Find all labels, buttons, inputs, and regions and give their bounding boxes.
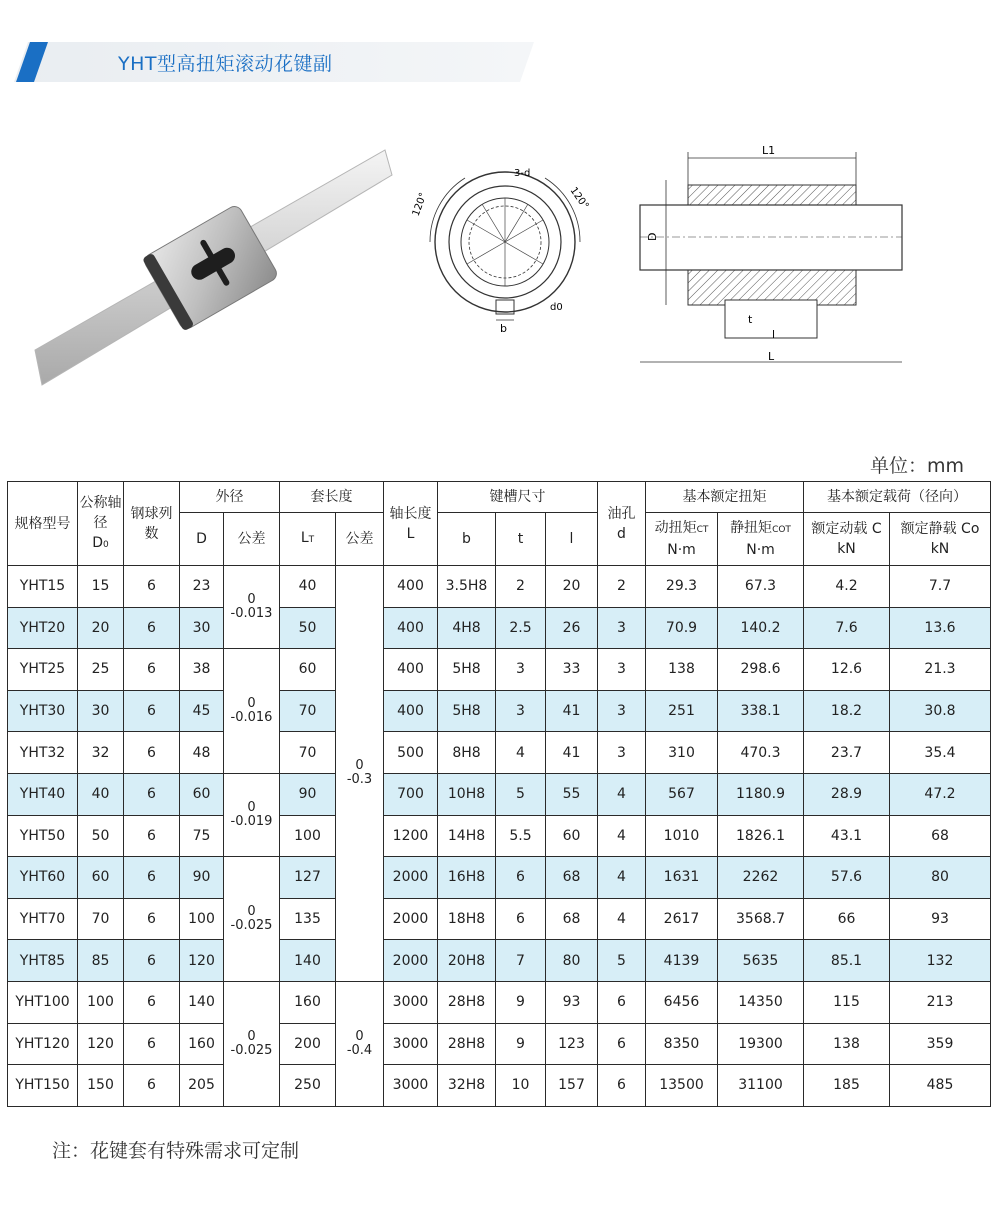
cell-l: 68 bbox=[546, 898, 598, 940]
cell-cot: 298.6 bbox=[718, 649, 804, 691]
tolerance-lower: -0.019 bbox=[230, 814, 273, 830]
cell-co: 7.7 bbox=[890, 566, 991, 608]
tolerance-upper: 0 bbox=[247, 800, 256, 816]
cell-lt: 70 bbox=[280, 690, 336, 732]
header-outer-d: D bbox=[180, 513, 224, 566]
cell-cot: 338.1 bbox=[718, 690, 804, 732]
cell-c: 28.9 bbox=[804, 773, 890, 815]
l-small-label: l bbox=[772, 328, 776, 341]
cell-t: 2.5 bbox=[496, 607, 546, 649]
cell-d: 3 bbox=[598, 607, 646, 649]
cell-d: 100 bbox=[180, 898, 224, 940]
cell-d: 6 bbox=[598, 1023, 646, 1065]
cell-l: 400 bbox=[384, 649, 438, 691]
cell-d0: 85 bbox=[78, 940, 124, 982]
cell-l: 400 bbox=[384, 690, 438, 732]
header-sleeve: 套长度 bbox=[280, 482, 384, 513]
cell-rows: 6 bbox=[124, 981, 180, 1023]
outer-tolerance-cell bbox=[224, 981, 280, 1106]
cell-co: 485 bbox=[890, 1065, 991, 1107]
cell-c: 185 bbox=[804, 1065, 890, 1107]
cell-cot: 3568.7 bbox=[718, 898, 804, 940]
cell-rows: 6 bbox=[124, 1065, 180, 1107]
cell-d0: 32 bbox=[78, 732, 124, 774]
table-row bbox=[8, 981, 991, 1023]
header-outer-tol: 公差 bbox=[224, 513, 280, 566]
cell-rows: 6 bbox=[124, 898, 180, 940]
cell-rows: 6 bbox=[124, 732, 180, 774]
sleeve-tolerance-cell bbox=[336, 981, 384, 1106]
cell-b: 8H8 bbox=[438, 732, 496, 774]
cell-cot: 5635 bbox=[718, 940, 804, 982]
cell-model: YHT40 bbox=[8, 773, 78, 815]
table-row bbox=[8, 898, 991, 940]
cell-d: 23 bbox=[180, 566, 224, 608]
table-row bbox=[8, 1023, 991, 1065]
header-torque: 基本额定扭矩 bbox=[646, 482, 804, 513]
header-load-dyn: 额定动载 C kN bbox=[804, 513, 890, 566]
tolerance-upper: 0 bbox=[247, 592, 256, 608]
cell-rows: 6 bbox=[124, 649, 180, 691]
header-oil: 油孔 d bbox=[598, 482, 646, 566]
cell-l: 2000 bbox=[384, 898, 438, 940]
cell-l: 68 bbox=[546, 857, 598, 899]
spec-table bbox=[7, 481, 991, 1107]
header-load: 基本额定载荷（径向） bbox=[804, 482, 991, 513]
header-rows: 钢球列数 bbox=[124, 482, 180, 566]
cell-d: 60 bbox=[180, 773, 224, 815]
header-shaft: 轴长度 L bbox=[384, 482, 438, 566]
cell-co: 35.4 bbox=[890, 732, 991, 774]
l1-label: L1 bbox=[762, 144, 776, 157]
cell-t: 2 bbox=[496, 566, 546, 608]
outer-tolerance-cell bbox=[224, 773, 280, 856]
table-row bbox=[8, 940, 991, 982]
cell-d: 140 bbox=[180, 981, 224, 1023]
cell-t: 3 bbox=[496, 690, 546, 732]
cell-d: 4 bbox=[598, 898, 646, 940]
table-row bbox=[8, 1065, 991, 1107]
cell-l: 3000 bbox=[384, 1023, 438, 1065]
cell-l: 33 bbox=[546, 649, 598, 691]
cell-t: 9 bbox=[496, 981, 546, 1023]
cell-c: 12.6 bbox=[804, 649, 890, 691]
cell-cot: 31100 bbox=[718, 1065, 804, 1107]
table-row bbox=[8, 732, 991, 774]
cell-b: 32H8 bbox=[438, 1065, 496, 1107]
cell-lt: 160 bbox=[280, 981, 336, 1023]
table-row bbox=[8, 815, 991, 857]
page-title: YHT型高扭矩滚动花键副 bbox=[118, 53, 333, 75]
cell-d0: 100 bbox=[78, 981, 124, 1023]
cell-d0: 20 bbox=[78, 607, 124, 649]
cell-d: 45 bbox=[180, 690, 224, 732]
d-label: D bbox=[646, 232, 659, 241]
tolerance-upper: 0 bbox=[355, 758, 364, 774]
cell-ct: 4139 bbox=[646, 940, 718, 982]
cell-b: 18H8 bbox=[438, 898, 496, 940]
cell-ct: 1631 bbox=[646, 857, 718, 899]
cell-c: 138 bbox=[804, 1023, 890, 1065]
cell-l: 60 bbox=[546, 815, 598, 857]
cell-cot: 67.3 bbox=[718, 566, 804, 608]
cell-d: 4 bbox=[598, 773, 646, 815]
cell-lt: 200 bbox=[280, 1023, 336, 1065]
cell-co: 68 bbox=[890, 815, 991, 857]
cell-rows: 6 bbox=[124, 857, 180, 899]
cell-c: 43.1 bbox=[804, 815, 890, 857]
header-key-t: t bbox=[496, 513, 546, 566]
cell-cot: 19300 bbox=[718, 1023, 804, 1065]
cell-d: 48 bbox=[180, 732, 224, 774]
cell-b: 28H8 bbox=[438, 981, 496, 1023]
cell-b: 3.5H8 bbox=[438, 566, 496, 608]
product-photo bbox=[30, 145, 395, 395]
cell-d: 120 bbox=[180, 940, 224, 982]
tolerance-lower: -0.016 bbox=[230, 710, 273, 726]
cell-d: 75 bbox=[180, 815, 224, 857]
header-torque-stat: 静扭矩COT N·m bbox=[718, 513, 804, 566]
cell-ct: 29.3 bbox=[646, 566, 718, 608]
cell-ct: 70.9 bbox=[646, 607, 718, 649]
key-depth-label: 3-d bbox=[514, 168, 531, 179]
hole-label: d0 bbox=[550, 302, 563, 313]
cell-d: 38 bbox=[180, 649, 224, 691]
cell-ct: 138 bbox=[646, 649, 718, 691]
cell-lt: 250 bbox=[280, 1065, 336, 1107]
cell-l: 20 bbox=[546, 566, 598, 608]
angle-label-left: 120° bbox=[410, 191, 430, 218]
cell-l: 26 bbox=[546, 607, 598, 649]
cell-d0: 50 bbox=[78, 815, 124, 857]
t-label: t bbox=[748, 313, 753, 326]
cell-b: 16H8 bbox=[438, 857, 496, 899]
cell-co: 21.3 bbox=[890, 649, 991, 691]
cell-d: 4 bbox=[598, 857, 646, 899]
table-row bbox=[8, 773, 991, 815]
cell-cot: 1180.9 bbox=[718, 773, 804, 815]
cell-t: 7 bbox=[496, 940, 546, 982]
table-row bbox=[8, 857, 991, 899]
tolerance-lower: -0.025 bbox=[230, 1042, 273, 1058]
header-sleeve-tol: 公差 bbox=[336, 513, 384, 566]
header-nominal: 公称轴径 D0 bbox=[78, 482, 124, 566]
cell-t: 6 bbox=[496, 857, 546, 899]
cell-lt: 70 bbox=[280, 732, 336, 774]
tolerance-lower: -0.4 bbox=[346, 1042, 373, 1058]
cell-d: 6 bbox=[598, 1065, 646, 1107]
cell-d: 5 bbox=[598, 940, 646, 982]
cell-model: YHT60 bbox=[8, 857, 78, 899]
cell-l: 1200 bbox=[384, 815, 438, 857]
cell-d0: 25 bbox=[78, 649, 124, 691]
cell-b: 5H8 bbox=[438, 690, 496, 732]
cell-t: 10 bbox=[496, 1065, 546, 1107]
cell-c: 7.6 bbox=[804, 607, 890, 649]
cell-l: 55 bbox=[546, 773, 598, 815]
cell-co: 132 bbox=[890, 940, 991, 982]
cell-model: YHT100 bbox=[8, 981, 78, 1023]
cell-t: 9 bbox=[496, 1023, 546, 1065]
cell-lt: 50 bbox=[280, 607, 336, 649]
cell-co: 359 bbox=[890, 1023, 991, 1065]
cell-c: 57.6 bbox=[804, 857, 890, 899]
cell-co: 80 bbox=[890, 857, 991, 899]
cell-l: 41 bbox=[546, 690, 598, 732]
cell-l: 80 bbox=[546, 940, 598, 982]
cell-rows: 6 bbox=[124, 940, 180, 982]
cell-co: 93 bbox=[890, 898, 991, 940]
cell-d0: 15 bbox=[78, 566, 124, 608]
cell-t: 6 bbox=[496, 898, 546, 940]
cell-b: 5H8 bbox=[438, 649, 496, 691]
cell-co: 47.2 bbox=[890, 773, 991, 815]
cell-l: 3000 bbox=[384, 981, 438, 1023]
cell-rows: 6 bbox=[124, 773, 180, 815]
cell-lt: 60 bbox=[280, 649, 336, 691]
outer-tolerance-cell bbox=[224, 857, 280, 982]
cell-model: YHT20 bbox=[8, 607, 78, 649]
cell-cot: 140.2 bbox=[718, 607, 804, 649]
cell-ct: 6456 bbox=[646, 981, 718, 1023]
header-outer: 外径 bbox=[180, 482, 280, 513]
cell-l: 41 bbox=[546, 732, 598, 774]
cell-l: 500 bbox=[384, 732, 438, 774]
cell-l: 400 bbox=[384, 566, 438, 608]
unit-label: 单位：mm bbox=[869, 455, 964, 477]
cell-ct: 310 bbox=[646, 732, 718, 774]
cell-d: 2 bbox=[598, 566, 646, 608]
cell-l: 123 bbox=[546, 1023, 598, 1065]
header-sleeve-l: LT bbox=[280, 513, 336, 566]
header-load-stat: 额定静载 Co kN bbox=[890, 513, 991, 566]
tolerance-upper: 0 bbox=[247, 696, 256, 712]
cell-cot: 14350 bbox=[718, 981, 804, 1023]
cell-d0: 60 bbox=[78, 857, 124, 899]
cell-lt: 100 bbox=[280, 815, 336, 857]
cell-cot: 2262 bbox=[718, 857, 804, 899]
cell-l: 93 bbox=[546, 981, 598, 1023]
cell-model: YHT15 bbox=[8, 566, 78, 608]
cell-d: 160 bbox=[180, 1023, 224, 1065]
cell-c: 66 bbox=[804, 898, 890, 940]
cell-model: YHT85 bbox=[8, 940, 78, 982]
header-key-b: b bbox=[438, 513, 496, 566]
cell-l: 2000 bbox=[384, 857, 438, 899]
cell-ct: 567 bbox=[646, 773, 718, 815]
cell-model: YHT150 bbox=[8, 1065, 78, 1107]
cell-d0: 40 bbox=[78, 773, 124, 815]
cell-l: 400 bbox=[384, 607, 438, 649]
cell-cot: 1826.1 bbox=[718, 815, 804, 857]
header-keyway: 键槽尺寸 bbox=[438, 482, 598, 513]
cell-model: YHT30 bbox=[8, 690, 78, 732]
header-torque-dyn: 动扭矩CT N·m bbox=[646, 513, 718, 566]
cell-d: 3 bbox=[598, 732, 646, 774]
cell-rows: 6 bbox=[124, 607, 180, 649]
sleeve-tolerance-cell bbox=[336, 566, 384, 982]
cell-d0: 30 bbox=[78, 690, 124, 732]
header-model: 规格型号 bbox=[8, 482, 78, 566]
cell-ct: 1010 bbox=[646, 815, 718, 857]
cell-ct: 2617 bbox=[646, 898, 718, 940]
cell-model: YHT50 bbox=[8, 815, 78, 857]
cell-co: 213 bbox=[890, 981, 991, 1023]
outer-tolerance-cell bbox=[224, 649, 280, 774]
cell-model: YHT70 bbox=[8, 898, 78, 940]
cell-lt: 140 bbox=[280, 940, 336, 982]
cross-section-drawing bbox=[410, 150, 600, 335]
cell-b: 10H8 bbox=[438, 773, 496, 815]
cell-ct: 251 bbox=[646, 690, 718, 732]
cell-t: 5.5 bbox=[496, 815, 546, 857]
spec-table-body bbox=[8, 566, 991, 1107]
cell-c: 115 bbox=[804, 981, 890, 1023]
footnote: 注：花键套有特殊需求可定制 bbox=[52, 1140, 300, 1162]
table-row bbox=[8, 690, 991, 732]
cell-co: 30.8 bbox=[890, 690, 991, 732]
slot-width-label: b bbox=[500, 322, 507, 335]
cell-model: YHT25 bbox=[8, 649, 78, 691]
table-row bbox=[8, 649, 991, 691]
cell-rows: 6 bbox=[124, 815, 180, 857]
tolerance-upper: 0 bbox=[355, 1028, 364, 1044]
cell-b: 20H8 bbox=[438, 940, 496, 982]
cell-c: 85.1 bbox=[804, 940, 890, 982]
table-row bbox=[8, 566, 991, 608]
cell-co: 13.6 bbox=[890, 607, 991, 649]
cell-d: 30 bbox=[180, 607, 224, 649]
cell-ct: 13500 bbox=[646, 1065, 718, 1107]
cell-rows: 6 bbox=[124, 690, 180, 732]
header-key-l: l bbox=[546, 513, 598, 566]
cell-d: 205 bbox=[180, 1065, 224, 1107]
cell-d: 3 bbox=[598, 649, 646, 691]
cell-b: 14H8 bbox=[438, 815, 496, 857]
cell-l: 3000 bbox=[384, 1065, 438, 1107]
cell-ct: 8350 bbox=[646, 1023, 718, 1065]
cell-c: 18.2 bbox=[804, 690, 890, 732]
tolerance-lower: -0.013 bbox=[230, 606, 273, 622]
cell-t: 5 bbox=[496, 773, 546, 815]
cell-lt: 40 bbox=[280, 566, 336, 608]
cell-d: 3 bbox=[598, 690, 646, 732]
cell-c: 23.7 bbox=[804, 732, 890, 774]
cell-model: YHT120 bbox=[8, 1023, 78, 1065]
table-row bbox=[8, 607, 991, 649]
cell-l: 2000 bbox=[384, 940, 438, 982]
cell-t: 4 bbox=[496, 732, 546, 774]
tolerance-upper: 0 bbox=[247, 1028, 256, 1044]
cell-rows: 6 bbox=[124, 1023, 180, 1065]
l-total-label: L bbox=[768, 350, 775, 363]
cell-model: YHT32 bbox=[8, 732, 78, 774]
outer-tolerance-cell bbox=[224, 566, 280, 649]
cell-d0: 70 bbox=[78, 898, 124, 940]
side-section-drawing bbox=[610, 140, 910, 380]
angle-label-right: 120° bbox=[567, 185, 591, 212]
cell-t: 3 bbox=[496, 649, 546, 691]
cell-d: 4 bbox=[598, 815, 646, 857]
tolerance-lower: -0.025 bbox=[230, 918, 273, 934]
cell-l: 157 bbox=[546, 1065, 598, 1107]
tolerance-upper: 0 bbox=[247, 904, 256, 920]
cell-d: 90 bbox=[180, 857, 224, 899]
cell-c: 4.2 bbox=[804, 566, 890, 608]
cell-b: 4H8 bbox=[438, 607, 496, 649]
cell-l: 700 bbox=[384, 773, 438, 815]
cell-d0: 120 bbox=[78, 1023, 124, 1065]
cell-d: 6 bbox=[598, 981, 646, 1023]
cell-lt: 135 bbox=[280, 898, 336, 940]
cell-lt: 127 bbox=[280, 857, 336, 899]
tolerance-lower: -0.3 bbox=[346, 772, 373, 788]
cell-d0: 150 bbox=[78, 1065, 124, 1107]
cell-cot: 470.3 bbox=[718, 732, 804, 774]
cell-b: 28H8 bbox=[438, 1023, 496, 1065]
cell-rows: 6 bbox=[124, 566, 180, 608]
cell-lt: 90 bbox=[280, 773, 336, 815]
